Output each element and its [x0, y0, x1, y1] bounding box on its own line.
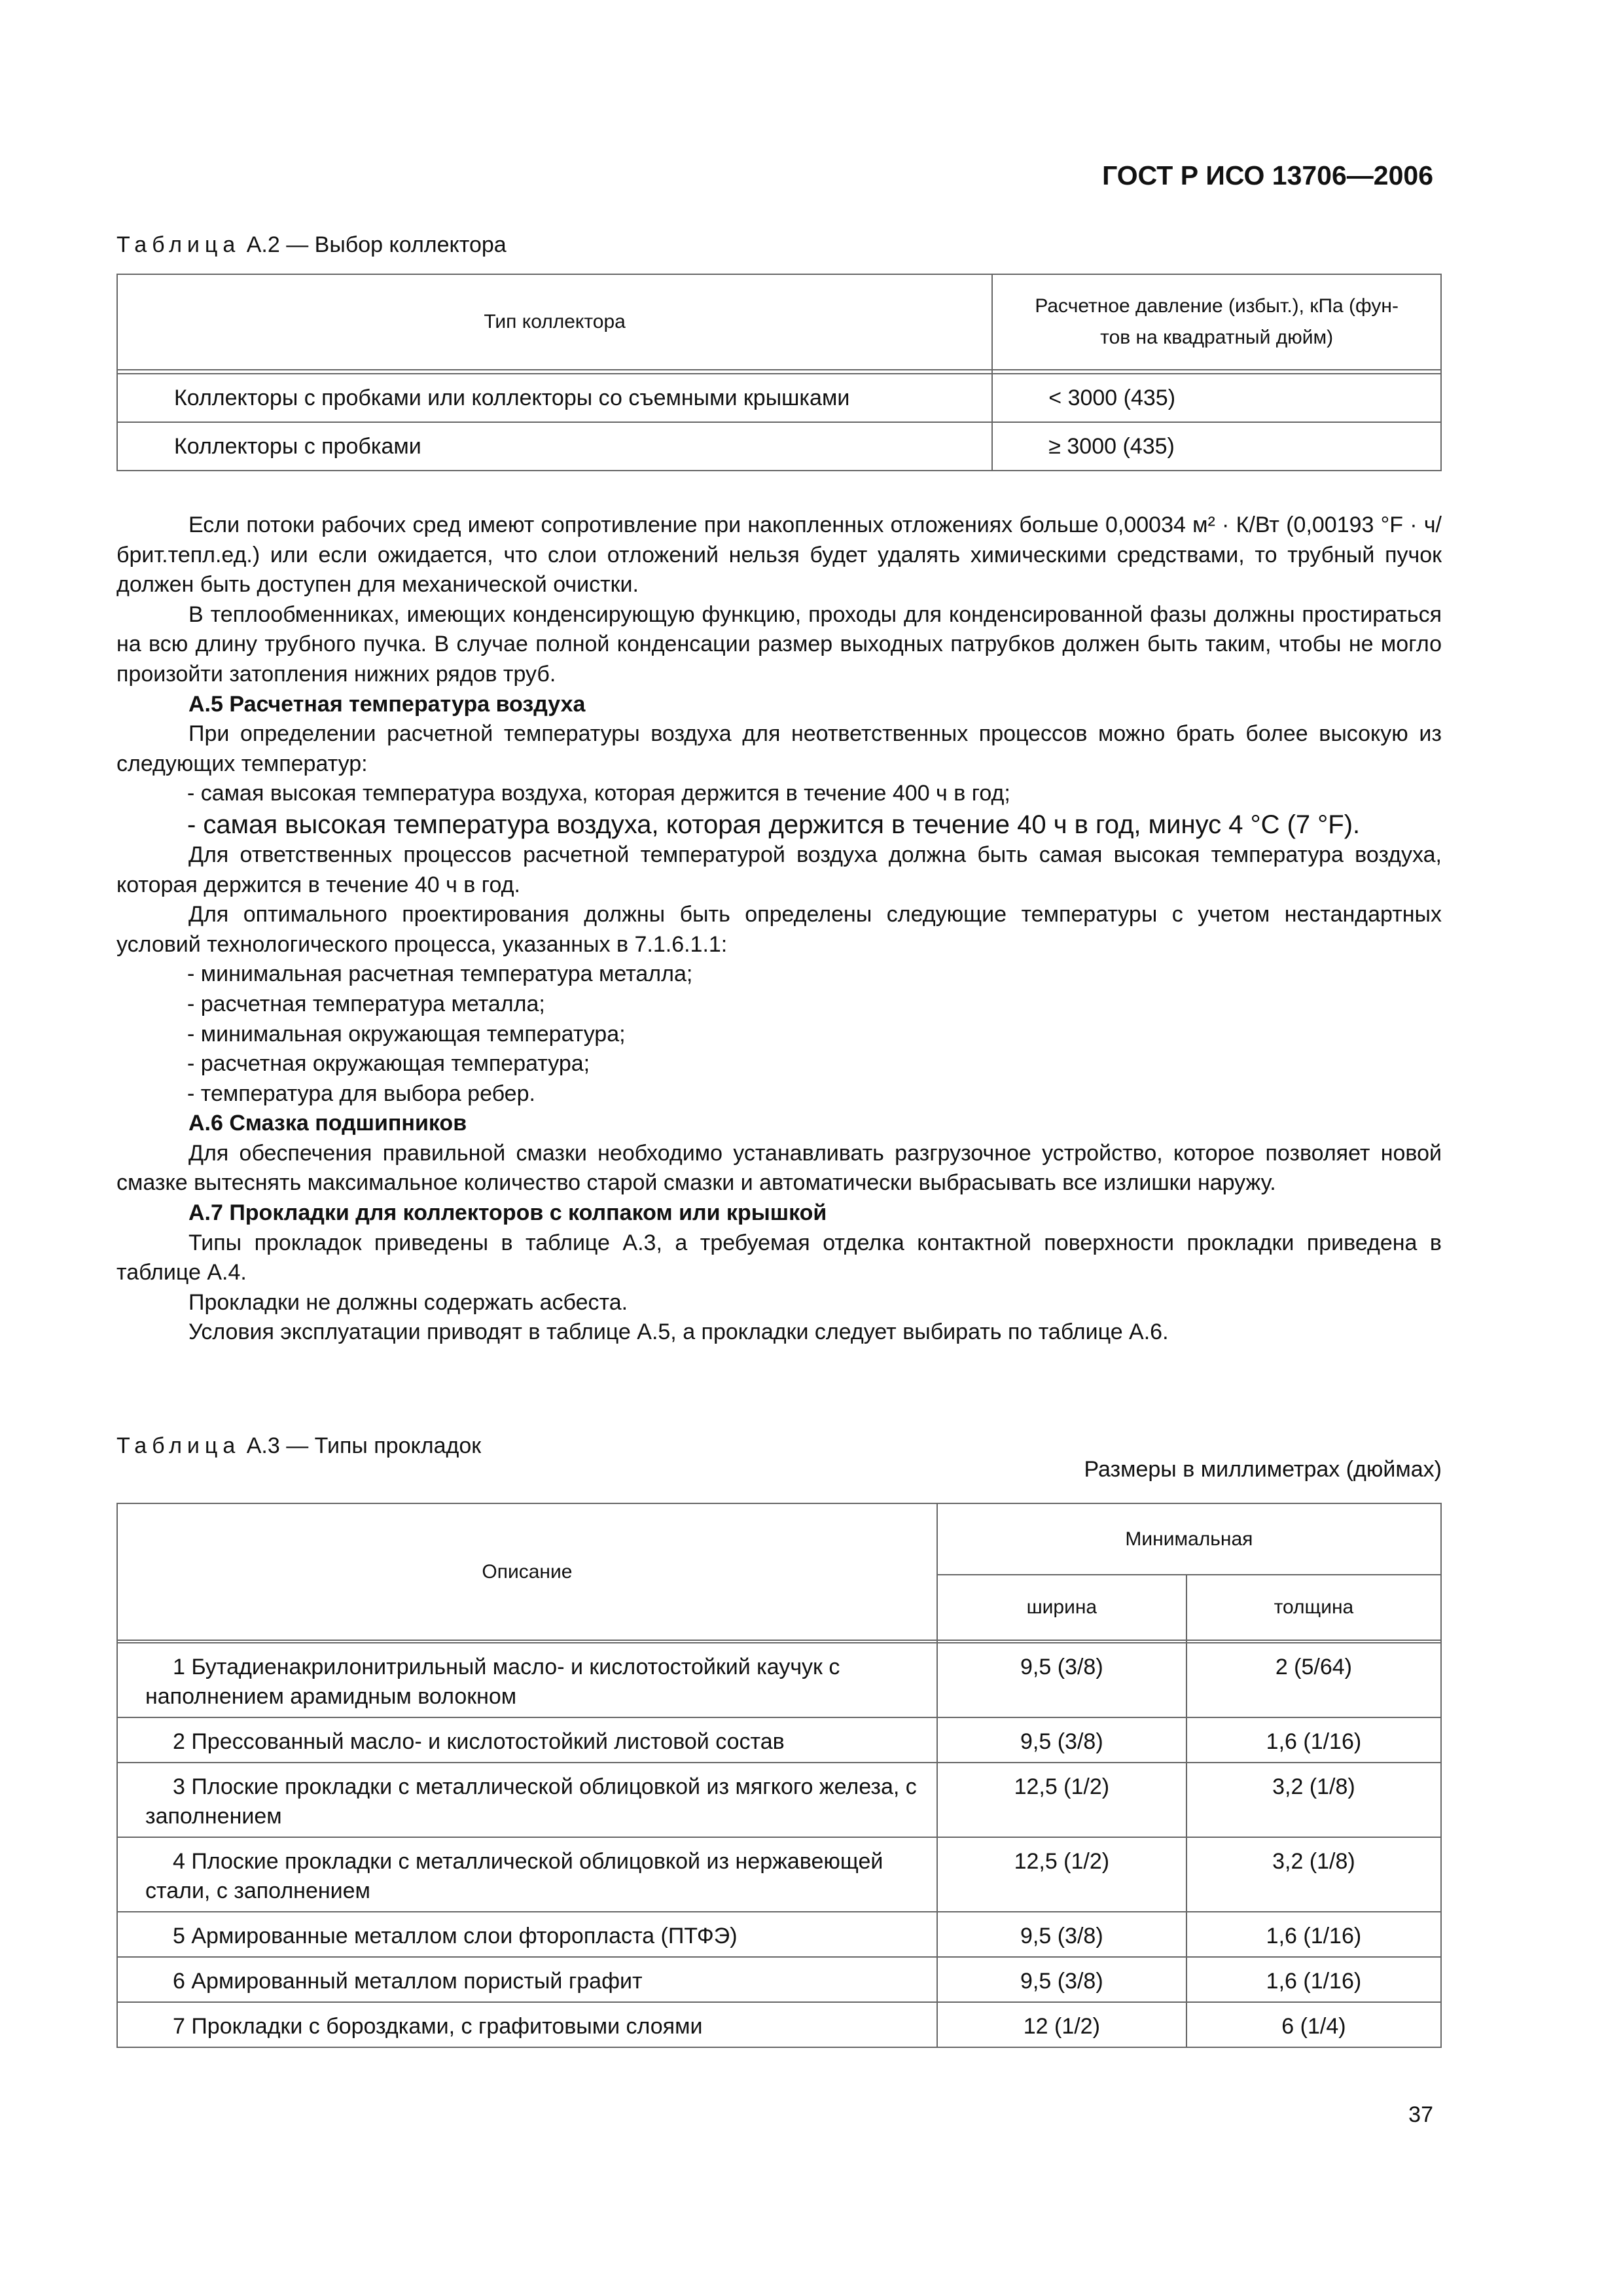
body-text — [116, 511, 1442, 1348]
table-a2-header-type: Тип коллектора — [117, 274, 992, 370]
thickness-cell: 2 (5/64) — [1186, 1643, 1441, 1717]
paragraph: Для обеспечения правильной смазки необходимо устанавливать разгрузочное устройство, которое позволяет новой смазке вытеснять максимальное количество старой смазки и автоматически выбрасывать все излишки наружу. — [116, 1140, 1442, 1196]
paragraph: При определении расчетной температуры воздуха для неответственных процессов можно брать более высокую из следующих температур: — [116, 721, 1442, 776]
table-a2 — [116, 274, 1442, 471]
width-cell: 9,5 (3/8) — [937, 1912, 1186, 1957]
list-item: - расчетная окружающая температура; — [187, 1051, 590, 1077]
table-row — [117, 1717, 1441, 1763]
width-cell: 9,5 (3/8) — [937, 1643, 1186, 1717]
list-item: - самая высокая температура воздуха, которая держится в течение 40 ч в год, минус 4 °C (7 °F). — [187, 810, 1361, 839]
thickness-cell: 1,6 (1/16) — [1186, 1912, 1441, 1957]
description-cell: 6 Армированный металлом пористый графит — [117, 1957, 937, 2002]
dimensions-note: Размеры в миллиметрах (дюймах) — [1084, 1457, 1442, 1482]
table-a3-header-minimal: Минимальная — [937, 1503, 1441, 1575]
table-row — [117, 2002, 1441, 2047]
paragraph: Прокладки не должны содержать асбеста. — [188, 1289, 628, 1315]
table-a2-type-cell: Коллекторы с пробками — [117, 422, 992, 471]
paragraph: Типы прокладок приведены в таблице А.3, а требуемая отделка контактной поверхности прокладки приведена в таблице А.4. — [116, 1230, 1442, 1285]
table-a3 — [116, 1503, 1442, 2048]
table-a2-caption: Таблица А.2 — Выбор коллектора — [116, 232, 507, 257]
table-a2-header-pressure: Расчетное давление (избыт.), кПа (фун- тов на квадратный дюйм) — [992, 274, 1441, 370]
table-row — [117, 1643, 1441, 1717]
description-cell: 2 Прессованный масло- и кислотостойкий листовой состав — [117, 1717, 937, 1763]
paragraph: Если потоки рабочих сред имеют сопротивление при накопленных отложениях больше 0,00034 м² · К/Вт (0,00193 °F · ч/брит.тепл.ед.) или если ожидается, что слои отложений нельзя будет удалять химическими средствами, то трубный пучок должен быть доступен для механической очистки. — [116, 512, 1442, 598]
description-cell: 1 Бутадиенакрилонитрильный масло- и кислотостойкий каучук с наполнением арамидным волокном — [117, 1643, 937, 1717]
width-cell: 9,5 (3/8) — [937, 1717, 1186, 1763]
list-item: - минимальная расчетная температура металла; — [187, 961, 693, 987]
paragraph: Для ответственных процессов расчетной температурой воздуха должна быть самая высокая температура воздуха, которая держится в течение 40 ч в год. — [116, 842, 1442, 897]
list-item: - расчетная температура металла; — [187, 991, 545, 1016]
table-a3-header-width: ширина — [937, 1575, 1186, 1640]
thickness-cell: 6 (1/4) — [1186, 2002, 1441, 2047]
table-a2-pressure-cell: ≥ 3000 (435) — [992, 422, 1441, 471]
width-cell: 12,5 (1/2) — [937, 1837, 1186, 1912]
section-heading-a7: А.7 Прокладки для коллекторов с колпаком или крышкой — [188, 1200, 827, 1226]
list-item: - самая высокая температура воздуха, которая держится в течение 400 ч в год; — [187, 781, 1010, 806]
table-a3-caption: Таблица А.3 — Типы прокладок — [116, 1433, 482, 1458]
list-item: - минимальная окружающая температура; — [187, 1021, 626, 1047]
section-heading-a5: А.5 Расчетная температура воздуха — [188, 691, 586, 717]
paragraph: В теплообменниках, имеющих конденсирующую функцию, проходы для конденсированной фазы должны простираться на всю длину трубного пучка. В случае полной конденсации размер выходных патрубков должен быть таким, чтобы не могло произойти затопления нижних рядов труб. — [116, 601, 1442, 687]
thickness-cell: 3,2 (1/8) — [1186, 1763, 1441, 1837]
table-row — [117, 1763, 1441, 1837]
standard-code: ГОСТ Р ИСО 13706—2006 — [1102, 160, 1433, 190]
width-cell: 9,5 (3/8) — [937, 1957, 1186, 2002]
table-a2-type-cell: Коллекторы с пробками или коллекторы со съемными крышками — [117, 374, 992, 422]
description-cell: 4 Плоские прокладки с металлической облицовкой из нержавеющей стали, с заполнением — [117, 1837, 937, 1912]
thickness-cell: 1,6 (1/16) — [1186, 1717, 1441, 1763]
table-row — [117, 374, 1441, 422]
description-cell: 7 Прокладки с бороздками, с графитовыми слоями — [117, 2002, 937, 2047]
table-a3-header-thickness: толщина — [1186, 1575, 1441, 1640]
section-heading-a6: А.6 Смазка подшипников — [188, 1111, 467, 1136]
thickness-cell: 3,2 (1/8) — [1186, 1837, 1441, 1912]
table-a2-pressure-cell: < 3000 (435) — [992, 374, 1441, 422]
table-a3-header-description: Описание — [117, 1503, 937, 1640]
description-cell: 3 Плоские прокладки с металлической облицовкой из мягкого железа, с заполнением — [117, 1763, 937, 1837]
width-cell: 12 (1/2) — [937, 2002, 1186, 2047]
width-cell: 12,5 (1/2) — [937, 1763, 1186, 1837]
table-row — [117, 1837, 1441, 1912]
thickness-cell: 1,6 (1/16) — [1186, 1957, 1441, 2002]
paragraph: Условия эксплуатации приводят в таблице А.5, а прокладки следует выбирать по таблице А.6. — [188, 1319, 1169, 1345]
table-row — [117, 1912, 1441, 1957]
table-row — [117, 422, 1441, 471]
description-cell: 5 Армированные металлом слои фторопласта (ПТФЭ) — [117, 1912, 937, 1957]
list-item: - температура для выбора ребер. — [187, 1081, 535, 1106]
paragraph: Для оптимального проектирования должны быть определены следующие температуры с учетом нестандартных условий технологического процесса, указанных в 7.1.6.1.1: — [116, 902, 1442, 957]
page-number: 37 — [1408, 2102, 1433, 2127]
table-row — [117, 1957, 1441, 2002]
